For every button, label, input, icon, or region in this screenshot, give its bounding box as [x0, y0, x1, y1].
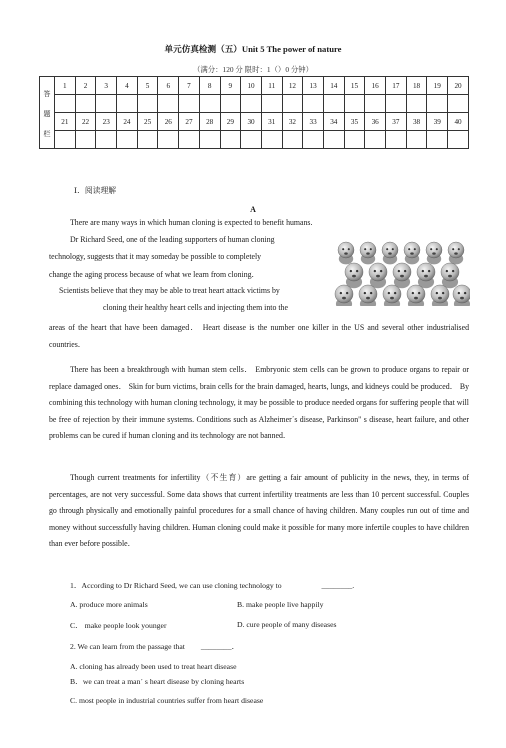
answer-cell[interactable] — [158, 95, 179, 113]
baby-eye — [442, 292, 444, 294]
answer-cell[interactable] — [96, 95, 117, 113]
baby-eye — [464, 292, 466, 294]
answer-blank: ________. — [321, 581, 355, 590]
answer-number: 39 — [427, 113, 448, 131]
answer-cell[interactable] — [406, 131, 427, 149]
baby-head — [404, 242, 420, 258]
answer-cell[interactable] — [241, 131, 262, 149]
answer-number: 8 — [199, 77, 220, 95]
answer-cell[interactable] — [303, 95, 324, 113]
baby-eye — [436, 248, 438, 250]
answer-number: 27 — [179, 113, 200, 131]
answer-cell[interactable] — [448, 131, 469, 149]
answer-cell[interactable] — [55, 95, 76, 113]
answer-number: 7 — [179, 77, 200, 95]
baby-head — [431, 285, 449, 303]
question-1-option-d[interactable]: D. cure people of many diseases — [237, 620, 337, 629]
answer-table-label: 答 题 栏 — [40, 77, 55, 149]
baby-mouth — [344, 252, 348, 254]
answer-cell[interactable] — [137, 95, 158, 113]
answer-cell[interactable] — [199, 95, 220, 113]
answer-row-1-numbers — [40, 77, 469, 95]
answer-number: 38 — [406, 113, 427, 131]
answer-number: 14 — [323, 77, 344, 95]
baby-eye — [394, 292, 396, 294]
baby-eye — [422, 270, 424, 272]
baby-head — [359, 285, 377, 303]
answer-cell[interactable] — [220, 95, 241, 113]
answer-number: 34 — [323, 113, 344, 131]
baby-eye — [356, 270, 358, 272]
baby-eye — [436, 292, 438, 294]
baby-eye — [418, 292, 420, 294]
cloned-babies-image — [332, 236, 470, 306]
baby-eye — [386, 248, 388, 250]
answer-number: 40 — [448, 113, 469, 131]
baby-eye — [452, 270, 454, 272]
answer-number: 23 — [96, 113, 117, 131]
answer-blank: ________． — [200, 642, 240, 651]
answer-number: 15 — [344, 77, 365, 95]
answer-number: 33 — [303, 113, 324, 131]
baby-eye — [452, 248, 454, 250]
baby-head — [369, 263, 387, 281]
baby-eye — [342, 248, 344, 250]
answer-number: 25 — [137, 113, 158, 131]
baby-mouth — [438, 297, 442, 300]
answer-number: 12 — [282, 77, 303, 95]
answer-cell[interactable] — [365, 95, 386, 113]
paragraph-3: There has been a breakthrough with human stem cells． Embryonic stem cells can be grown to produce organs to repair or replace damaged ones． Skin for burn victims, brain cells for the brain damaged, hearts, lungs, and kidneys could be produced． By combining this technology with human cloning technology, it may be possible to produce needed organs for suffering people that will be free of rejection by their immune systems. Conditions such as Alzheimer᾽s disease, Parkinson" s disease, heart failure, and other problems can be cured if human cloning and its technology are not banned． — [49, 365, 469, 441]
baby-eye — [380, 270, 382, 272]
question-2-option-c[interactable]: C. most people in industrial countries suffer from heart disease — [70, 696, 264, 705]
answer-number: 20 — [448, 77, 469, 95]
baby-head — [441, 263, 459, 281]
baby-head — [426, 242, 442, 258]
answer-number: 9 — [220, 77, 241, 95]
baby-eye — [348, 248, 350, 250]
answer-cell[interactable] — [344, 131, 365, 149]
answer-cell[interactable] — [323, 131, 344, 149]
answer-number: 16 — [365, 77, 386, 95]
answer-number: 1 — [55, 77, 76, 95]
paragraph-2-line: Dr Richard Seed, one of the leading supporters of human cloning — [70, 235, 275, 244]
baby-eye — [414, 248, 416, 250]
answer-number: 6 — [158, 77, 179, 95]
answer-cell[interactable] — [323, 95, 344, 113]
baby-mouth — [390, 297, 394, 300]
answer-number: 18 — [406, 77, 427, 95]
answer-number: 21 — [55, 113, 76, 131]
question-1-stem: 1．According to Dr Richard Seed, we can use cloning technology to ________. — [70, 581, 355, 590]
answer-cell[interactable] — [427, 95, 448, 113]
answer-number: 17 — [386, 77, 407, 95]
answer-cell[interactable] — [282, 95, 303, 113]
paragraph-2-rest: areas of the heart that have been damaged． Heart disease is the number one killer in the US and several other industrialised countries． — [49, 323, 469, 349]
answer-cell[interactable] — [448, 95, 469, 113]
answer-number: 35 — [344, 113, 365, 131]
answer-cell[interactable] — [75, 131, 96, 149]
baby-eye — [364, 292, 366, 294]
baby-eye — [458, 248, 460, 250]
baby-mouth — [388, 252, 392, 254]
question-1-option-b[interactable]: B. make people live happily — [237, 600, 324, 609]
baby-mouth — [448, 275, 452, 278]
answer-cell[interactable] — [137, 131, 158, 149]
answer-number: 24 — [117, 113, 138, 131]
section-title: Ⅰ．阅读理解 — [74, 186, 117, 195]
baby-head — [407, 285, 425, 303]
answer-cell[interactable] — [199, 131, 220, 149]
answer-number: 22 — [75, 113, 96, 131]
answer-number: 28 — [199, 113, 220, 131]
baby-mouth — [366, 297, 370, 300]
baby-head — [335, 285, 353, 303]
answer-number: 3 — [96, 77, 117, 95]
baby-head — [393, 263, 411, 281]
baby-eye — [446, 270, 448, 272]
answer-number: 11 — [261, 77, 282, 95]
baby-head — [360, 242, 376, 258]
answer-cell[interactable] — [386, 131, 407, 149]
answer-number: 2 — [75, 77, 96, 95]
baby-eye — [392, 248, 394, 250]
answer-cell[interactable] — [75, 95, 96, 113]
baby-eye — [346, 292, 348, 294]
answer-number: 32 — [282, 113, 303, 131]
baby-mouth — [410, 252, 414, 254]
answer-number: 37 — [386, 113, 407, 131]
baby-eye — [404, 270, 406, 272]
baby-eye — [340, 292, 342, 294]
paragraph-4: Though current treatments for infertility（不生育）are getting a fair amount of publicity in the news, they, in terms of percentages, are not very successful. Some data shows that current infertility treatments are less than 10 percent successful. Couples go through physically and emotionally painful procedures for a small chance of having children. Many couples run out of time and money without successfully having children. Human cloning could make it possible for many more infertile couples to have children than ever before possible． — [49, 473, 469, 549]
question-2-option-b[interactable]: B．we can treat a man᾽ s heart disease by cloning hearts — [70, 677, 245, 686]
baby-eye — [370, 292, 372, 294]
question-1-option-c[interactable]: C． make people look younger — [70, 621, 167, 630]
page-title: 单元仿真检测（五）Unit 5 The power of nature — [164, 44, 342, 54]
question-2-option-a[interactable]: A. cloning has already been used to treat heart disease — [70, 662, 237, 671]
baby-mouth — [414, 297, 418, 300]
baby-head — [417, 263, 435, 281]
page-subtitle: （满分：120 分 限时：1（）0 分钟） — [192, 65, 314, 74]
answer-cell[interactable] — [158, 131, 179, 149]
baby-mouth — [342, 297, 346, 300]
answer-number: 30 — [241, 113, 262, 131]
paragraph-2-line: change the aging process because of what we learn from cloning． — [49, 270, 260, 279]
baby-eye — [458, 292, 460, 294]
baby-mouth — [424, 275, 428, 278]
answer-cell[interactable] — [55, 131, 76, 149]
answer-cell[interactable] — [96, 131, 117, 149]
answer-cell[interactable] — [117, 131, 138, 149]
answer-table — [39, 76, 469, 149]
paragraph-2-line: cloning their healthy heart cells and injecting them into the — [103, 303, 288, 312]
answer-cell[interactable] — [261, 95, 282, 113]
answer-row-1-blanks — [40, 95, 469, 113]
answer-number: 13 — [303, 77, 324, 95]
answer-cell[interactable] — [261, 131, 282, 149]
baby-mouth — [366, 252, 370, 254]
answer-cell[interactable] — [117, 95, 138, 113]
baby-head — [448, 242, 464, 258]
answer-cell[interactable] — [406, 95, 427, 113]
baby-eye — [364, 248, 366, 250]
paragraph-2-line: technology, suggests that it may someday be possible to completely — [49, 252, 262, 261]
baby-eye — [374, 270, 376, 272]
answer-cell[interactable] — [282, 131, 303, 149]
answer-number: 31 — [261, 113, 282, 131]
baby-head — [382, 242, 398, 258]
answer-cell[interactable] — [427, 131, 448, 149]
answer-cell[interactable] — [386, 95, 407, 113]
baby-eye — [428, 270, 430, 272]
baby-mouth — [376, 275, 380, 278]
baby-head — [453, 285, 470, 303]
baby-mouth — [400, 275, 404, 278]
baby-eye — [412, 292, 414, 294]
question-2-stem: 2. We can learn from the passage that ________． — [70, 642, 240, 651]
baby-eye — [388, 292, 390, 294]
baby-mouth — [460, 297, 464, 300]
answer-row-2-blanks — [40, 131, 469, 149]
part-title: A — [250, 205, 256, 214]
answer-cell[interactable] — [220, 131, 241, 149]
baby-eye — [398, 270, 400, 272]
baby-mouth — [454, 252, 458, 254]
baby-head — [338, 242, 354, 258]
answer-cell[interactable] — [344, 95, 365, 113]
baby-eye — [430, 248, 432, 250]
answer-cell[interactable] — [179, 131, 200, 149]
paragraph-1: There are many ways in which human cloning is expected to benefit humans. — [70, 218, 313, 227]
baby-eye — [350, 270, 352, 272]
answer-number: 36 — [365, 113, 386, 131]
answer-cell[interactable] — [303, 131, 324, 149]
answer-number: 19 — [427, 77, 448, 95]
answer-number: 4 — [117, 77, 138, 95]
baby-mouth — [352, 275, 356, 278]
answer-number: 10 — [241, 77, 262, 95]
answer-row-2-numbers — [40, 113, 469, 131]
question-1-option-a[interactable]: A. produce more animals — [70, 600, 148, 609]
baby-eye — [370, 248, 372, 250]
paragraph-2-line: Scientists believe that they may be able to treat heart attack victims by — [59, 286, 280, 295]
answer-number: 26 — [158, 113, 179, 131]
baby-head — [345, 263, 363, 281]
baby-head — [383, 285, 401, 303]
answer-number: 5 — [137, 77, 158, 95]
answer-cell[interactable] — [179, 95, 200, 113]
answer-number: 29 — [220, 113, 241, 131]
baby-mouth — [432, 252, 436, 254]
baby-eye — [408, 248, 410, 250]
answer-cell[interactable] — [365, 131, 386, 149]
answer-cell[interactable] — [241, 95, 262, 113]
